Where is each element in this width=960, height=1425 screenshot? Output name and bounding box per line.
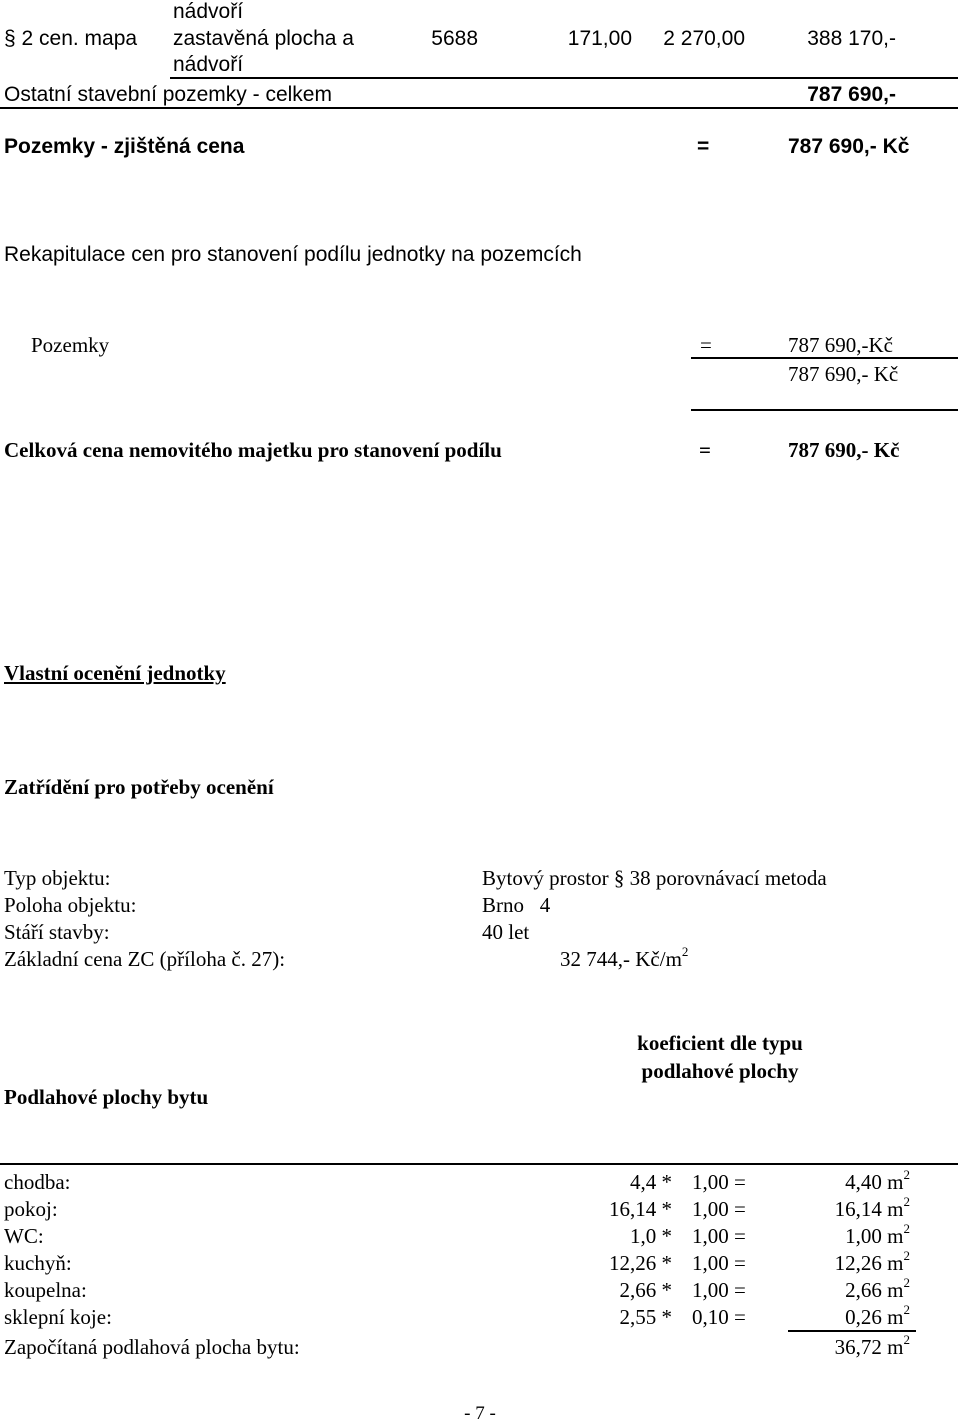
floor-row-area: 16,14 * xyxy=(609,1197,672,1221)
sum-rule xyxy=(788,1330,916,1332)
floor-row-coef: 1,00 = xyxy=(692,1278,746,1302)
floor-row-area: 1,0 * xyxy=(630,1224,672,1248)
floor-total-value: 36,72 $m^2$ xyxy=(834,1332,910,1359)
floor-row-coef: 1,00 = xyxy=(692,1224,746,1248)
land-found-price-label: Pozemky - zjištěná cena xyxy=(4,135,245,158)
unit-valuation-heading: Vlastní ocenění jednotky xyxy=(4,661,226,685)
floor-row-result: 2,66 $m^2$ xyxy=(845,1275,910,1302)
floor-row-name: WC: xyxy=(4,1224,44,1248)
coefficient-heading-line2: podlahové plochy xyxy=(641,1059,799,1083)
base-price-label: Základní cena ZC (příloha č. 27): xyxy=(4,947,286,971)
land-share: 171,00 xyxy=(567,27,632,50)
floor-row-coef: 1,00 = xyxy=(692,1197,746,1221)
classification-heading: Zatřídění pro potřeby ocenění xyxy=(4,775,274,799)
object-location-value: Brno 4 xyxy=(482,893,551,917)
land-type-mid: zastavěná plocha a xyxy=(173,27,354,50)
recap-rule xyxy=(691,357,958,359)
floor-row-area: 2,55 * xyxy=(619,1305,672,1329)
recap-pozemky-label: Pozemky xyxy=(31,333,110,357)
land-found-price-eq: = xyxy=(697,135,710,158)
table-rule xyxy=(0,1163,958,1165)
building-age-label: Stáří stavby: xyxy=(4,920,110,944)
floor-row-name: pokoj: xyxy=(4,1197,58,1221)
land-total-value: 787 690,- xyxy=(807,83,896,106)
land-price: 388 170,- xyxy=(807,27,896,50)
land-type-bot: nádvoří xyxy=(173,53,244,76)
building-age-value: 40 let xyxy=(482,920,530,944)
table-rule xyxy=(0,107,958,109)
object-type-value: Bytový prostor § 38 porovnávací metoda xyxy=(482,866,827,890)
land-total-label: Ostatní stavební pozemky - celkem xyxy=(4,83,332,106)
base-price-value: 32 744,- $Kč/m^2$ xyxy=(560,944,689,971)
floor-row-result: 4,40 $m^2$ xyxy=(845,1167,910,1194)
object-location-label: Poloha objektu: xyxy=(4,893,137,917)
land-cadastre: § 2 cen. mapa xyxy=(4,27,138,50)
coefficient-heading-line1: koeficient dle typu xyxy=(637,1031,803,1055)
land-type-top: nádvoří xyxy=(173,0,244,23)
floor-row-area: 2,66 * xyxy=(619,1278,672,1302)
recap-heading: Rekapitulace cen pro stanovení podílu jednotky na pozemcích xyxy=(4,243,582,266)
floor-total-label: Započítaná podlahová plocha bytu: xyxy=(4,1335,300,1359)
floor-row-name: sklepní koje: xyxy=(4,1305,112,1329)
floor-row-name: koupelna: xyxy=(4,1278,87,1302)
floor-row-coef: 0,10 = xyxy=(692,1305,746,1329)
recap-total-value: 787 690,- Kč xyxy=(788,438,900,462)
floor-row-name: chodba: xyxy=(4,1170,71,1194)
floor-row-result: 0,26 $m^2$ xyxy=(845,1302,910,1329)
recap-pozemky-value: 787 690,-Kč xyxy=(788,333,893,357)
page-number: - 7 - xyxy=(464,1403,496,1424)
land-found-price-value: 787 690,- Kč xyxy=(788,135,910,158)
recap-total-label: Celková cena nemovitého majetku pro stanovení podílu xyxy=(4,438,502,462)
floor-row-result: 1,00 $m^2$ xyxy=(845,1221,910,1248)
land-area: 5688 xyxy=(431,27,478,50)
floor-row-coef: 1,00 = xyxy=(692,1251,746,1275)
floor-row-name: kuchyň: xyxy=(4,1251,72,1275)
object-type-label: Typ objektu: xyxy=(4,866,111,890)
land-unit-price: 2 270,00 xyxy=(663,27,745,50)
floor-areas-heading: Podlahové plochy bytu xyxy=(4,1085,209,1109)
recap-pozemky-eq: = xyxy=(700,333,712,357)
floor-row-coef: 1,00 = xyxy=(692,1170,746,1194)
recap-rule xyxy=(691,409,958,411)
recap-subtotal: 787 690,- Kč xyxy=(788,362,899,386)
table-rule xyxy=(170,77,958,79)
floor-row-area: 4,4 * xyxy=(630,1170,672,1194)
floor-row-area: 12,26 * xyxy=(609,1251,672,1275)
floor-row-result: 12,26 $m^2$ xyxy=(834,1248,910,1275)
recap-total-eq: = xyxy=(699,438,711,462)
floor-row-result: 16,14 $m^2$ xyxy=(834,1194,910,1221)
